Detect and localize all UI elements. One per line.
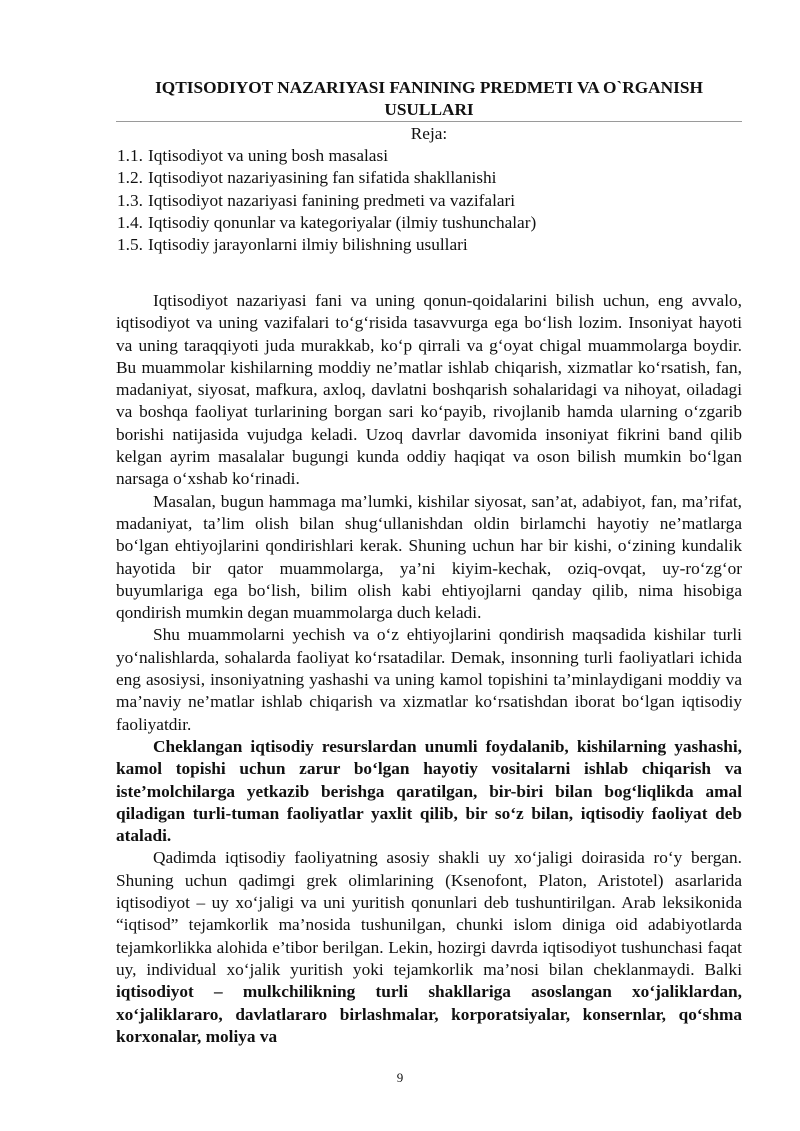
plan-item bbox=[117, 212, 536, 234]
plan-item-number: 1.3. bbox=[117, 190, 143, 210]
paragraph-text: Qadimda iqtisodiy faoliyatning asosiy shakli uy xo‘jaligi doirasida ro‘y bergan. Shuning uchun qadimgi grek olimlarining (Ksenofont, Platon, Aristotel) asarlarida iqtisodiyot – uy xo‘jaligi va uni yuritish qonunlari deb tushuntirilgan. Arab leksikonida “iqtisod” tejamkorlik ma’nosida tushunilgan, chunki islom diniga oid adabiyotlarda tejamkorlikka alohida e’tibor berilgan. Lekin, hozirgi davrda iqtisodiyot tushunchasi faqat uy, individual xo‘jalik yuritish yoki tejamkorlik ma’nosi bilan cheklanmaydi. Balki bbox=[116, 848, 742, 979]
paragraph: Shu muammolarni yechish va o‘z ehtiyojlarini qondirish maqsadida kishilar turli yo‘nalishlarda, sohalarda faoliyat ko‘rsatadilar. Demak, insonning turli faoliyatlari ichida eng asosiysi, insoniyatning yashashi va uning kamol topishini ta’minlaydigani moddiy va ma’naviy ne’matlar ishlab chiqarish va xizmatlar ko‘rsatishdan iborat bo‘lgan iqtisodiy faoliyatdir. bbox=[116, 625, 742, 734]
plan-item bbox=[117, 234, 536, 256]
plan-list bbox=[117, 145, 536, 256]
paragraph-bold-definition bbox=[116, 736, 742, 847]
paragraph: Masalan, bugun hammaga ma’lumki, kishilar siyosat, san’at, adabiyot, fan, ma’rifat, madaniyat, ta’lim olish bilan shug‘ullanishdan oldin birlamchi hayotiy ne’matlarga bo‘lgan ehtiyojlarini qondirishlari kerak. Shuning uchun har bir kishi, o‘zining kundalik hayotida bir qator muammolarga, ya’ni kiyim-kechak, oziq-ovqat, uy-ro‘zg‘or buyumlariga ega bo‘lish, bilim olish kabi ehtiyojlarni qanday qilib, nima hisobiga qondirish mumkin degan muammolarga duch keladi. bbox=[116, 491, 742, 623]
body-text bbox=[116, 290, 742, 1048]
plan-item bbox=[117, 145, 536, 167]
page-number: 9 bbox=[396, 1070, 404, 1085]
definition-text: Cheklangan iqtisodiy resurslardan unumli foydalanib, kishilarning yashashi, kamol topishi uchun zarur bo‘lgan hayotiy vositalarni ishlab chiqarish va iste’molchilarga yetkazib berishga qaratilgan, bir-biri bilan bog‘liqlikda amal qiladigan turli-tuman faoliyatlar yaxlit qilib, bir so‘z bilan, iqtisodiy faoliyat deb ataladi. bbox=[116, 736, 742, 846]
title-divider bbox=[116, 121, 742, 122]
paragraph: Iqtisodiyot nazariyasi fani va uning qonun-qoidalarini bilish uchun, eng avvalo, iqtisodiyot va uning vazifalari to‘g‘risida tasavvurga ega bo‘lish lozim. Insoniyat hayoti va uning taraqqiyoti juda murakkab, ko‘p qirrali va g‘oyat chigal muammolarga boydir. Bu muammolar kishilarning moddiy ne’matlar ishlab chiqarish, xizmatlar ko‘rsatish, fan, madaniyat, siyosat, mafkura, axloq, davlatni boshqarish sohalaridagi va nihoyat, oiladagi va boshqa faoliyat turlarining borgan sari ko‘payib, rivojlanib hamda ularning o‘zgarib borishi natijasida vujudga keladi. Uzoq davrlar davomida insoniyat fikrini band qilib kelgan ayrim masalalar bugungi kunda oddiy haqiqat va oson bilish mumkin bo‘lgan narsaga o‘xshab ko‘rinadi. bbox=[116, 291, 742, 489]
plan-item-number: 1.1. bbox=[117, 146, 143, 165]
plan-item-number: 1.4. bbox=[117, 212, 143, 232]
plan-item bbox=[117, 167, 536, 189]
plan-item-text: Iqtisodiyot va uning bosh masalasi bbox=[148, 146, 388, 165]
plan-item bbox=[117, 190, 536, 212]
plan-heading: Reja: bbox=[410, 124, 448, 143]
emphasis-text: iqtisodiyot – mulkchilikning turli shakllariga asoslangan xo‘jaliklardan, xo‘jaliklararo, davlatlararo birlashmalar, korporatsiyalar, konsernlar, qo‘shma korxonalar, moliya va bbox=[116, 982, 742, 1046]
plan-item-text: Iqtisodiy qonunlar va kategoriyalar (ilmiy tushunchalar) bbox=[148, 212, 537, 232]
page-title: IQTISODIYOT NAZARIYASI FANINING PREDMETI VA O`RGANISH USULLARI bbox=[155, 78, 703, 119]
paragraph bbox=[116, 847, 742, 1048]
plan-item-text: Iqtisodiy jarayonlarni ilmiy bilishning usullari bbox=[148, 235, 468, 255]
plan-item-text: Iqtisodiyot nazariyasining fan sifatida shakllanishi bbox=[148, 168, 497, 188]
plan-item-number: 1.5. bbox=[117, 235, 143, 255]
plan-item-text: Iqtisodiyot nazariyasi fanining predmeti va vazifalari bbox=[148, 190, 516, 210]
plan-item-number: 1.2. bbox=[117, 168, 143, 188]
